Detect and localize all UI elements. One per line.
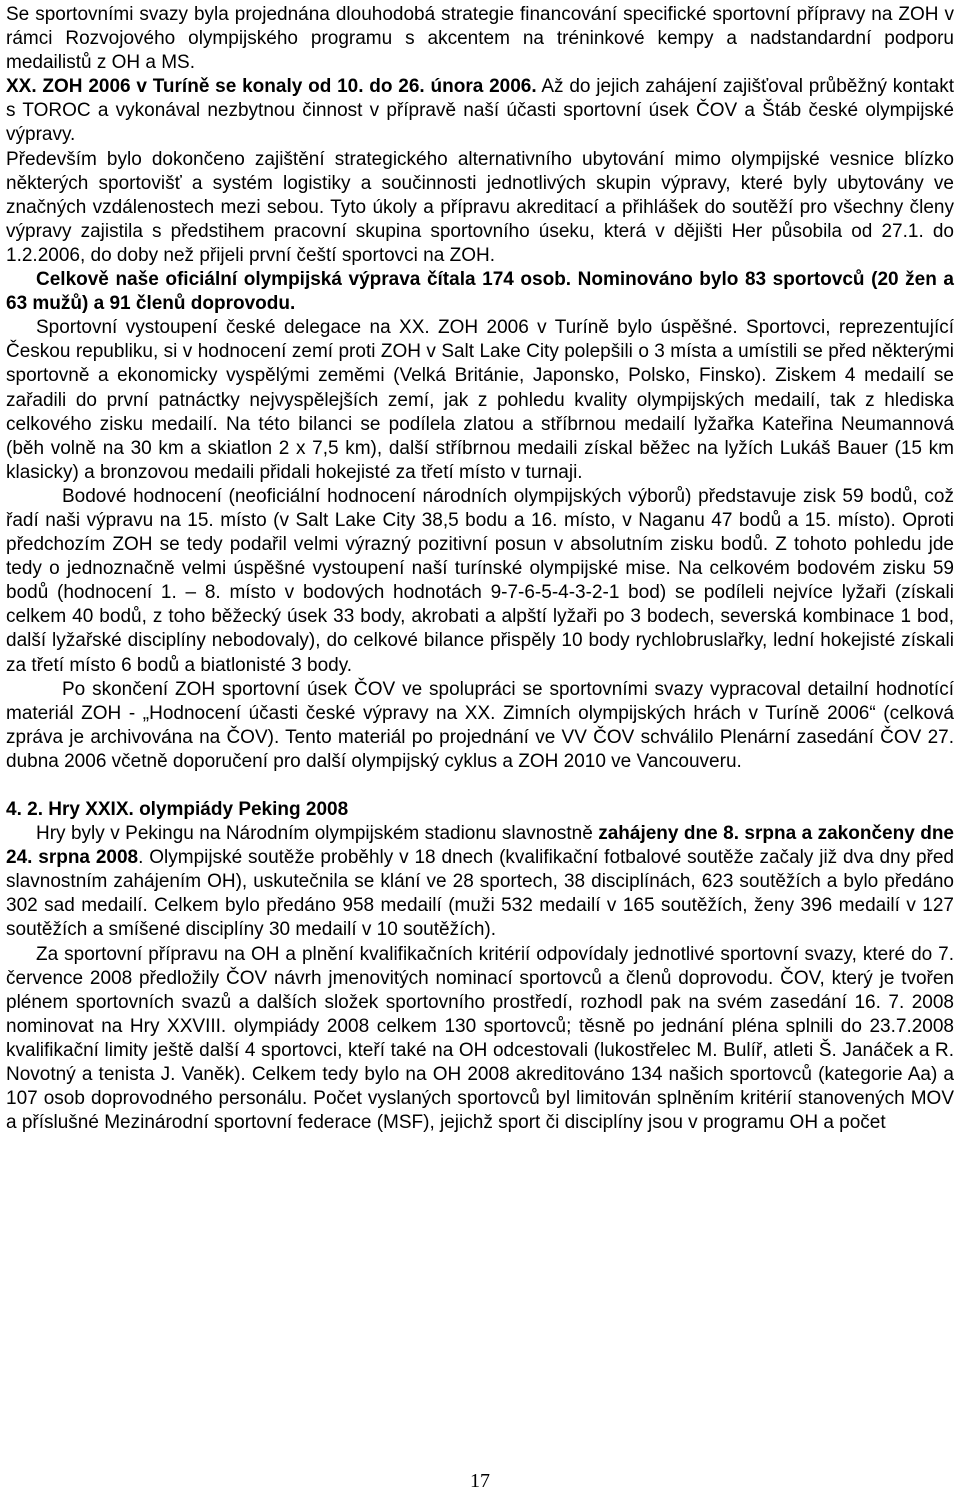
delegation-size-bold: Celkově naše oficiální olympijská výprava čítala 174 osob. Nominováno bylo 83 sportovců (20 žen a 63 mužů) a 91 členů doprovodu.: [6, 269, 954, 315]
paragraph-points: Bodové hodnocení (neoficiální hodnocení národních olympijských výborů) představuje zisk 59 bodů, což řadí naši výpravu na 15. místo (v Salt Lake City 38,5 bodu a 16. místo, v Naganu 47 bodů a 15. místo). Oproti předchozím ZOH se tedy podařil velmi výrazný pozitivní posun v absolutním zisku bodů. Z tohoto pohledu jde tedy o jednoznačně velmi úspěšné vystoupení naší turínské olympijské mise. Na celkovém bodovém zisku 59 bodů (hodnocení 1. – 8. místo v bodových hodnotách 9-7-6-5-4-3-2-1 bod) se podíleli nejvíce lyžaři (získali celkem 40 bodů, z toho běžecký úsek 33 body, akrobati a alpští lyžaři po 3 bodech, severská kombinace 1 bod, další lyžařské disciplíny nebodovaly), do celkové bilance přispěly 10 body rychlobruslařky, lední hokejisté získali za třetí místo 6 bodů a biatlonisté 3 body.: [6, 485, 954, 676]
page-number: 17: [470, 1470, 490, 1492]
paragraph-logistics: Především bylo dokončeno zajištění strategického alternativního ubytování mimo olympijské vesnice blízko některých sportovišť a systém logistiky a součinnosti jednotlivých skupin výpravy, které byly ubytovány ve značných vzdálenostech mezi sebou. Tyto úkoly a přípravu akreditací a přihlášek do soutěží pro všechny členy výpravy zajistila s předstihem pracovní skupina sportovního úseku, která v dějišti Her působila od 27.1. do 1.2.2006, do doby než přijeli první čeští sportovci na ZOH.: [6, 148, 954, 266]
paragraph-results: Sportovní vystoupení české delegace na XX. ZOH 2006 v Turíně bylo úspěšné. Sportovci, reprezentující Českou republiku, si v hodnocení zemí proti ZOH v Salt Lake City polepšili o 3 místa a umístili se před některými sportovně a ekonomicky vyspělými zeměmi (Velká Británie, Japonsko, Polsko, Finsko). Ziskem 4 medailí se zařadili do první patnáctky nejvyspělejších zemí, jak z pohledu kvality olympijských medailí, tak z hlediska celkového zisku medailí. Na této bilanci se podílela zlatou a stříbrnou medailí lyžařka Kateřina Neumannová (běh volně na 30 km a skiatlon 2 x 7,5 km), další stříbrnou medaili získal běžec na lyžích Lukáš Bauer (15 km klasicky) a bronzovou medaili přidali hokejisté za třetí místo v turnaji.: [6, 317, 954, 483]
paragraph-delegation-size: [6, 268, 954, 316]
zoh-dates-rest: Až do jejich zahájení zajišťoval průběžný kontakt s TOROC a vykonával nezbytnou činnost v přípravě naší účasti sportovní úsek ČOV a Štáb české olympijské výpravy.: [6, 76, 954, 146]
paragraph-evaluation: Po skončení ZOH sportovní úsek ČOV ve spolupráci se sportovními svazy vypracoval detailní hodnotící materiál ZOH - „Hodnocení účasti české výpravy na XX. Zimních olympijských hrách v Turíně 2006“ (celková zpráva je archivována na ČOV). Tento materiál po projednání ve VV ČOV schválilo Plenární zasedání ČOV 27. dubna 2006 včetně doporučení pro další olympijský cyklus a ZOH 2010 ve Vancouveru.: [6, 678, 954, 772]
beijing-dates-b: . Olympijské soutěže proběhly v 18 dnech (kvalifikační fotbalové soutěže začaly již dva dny před slavnostním zahájením OH), uskutečnila se klání ve 28 sportech, 38 disciplínách, 623 soutěžích a bylo předáno 302 sad medailí. Celkem bylo předáno 958 medailí (muži 532 medailí v 165 soutěžích, ženy 396 medailí v 127 soutěžích a smíšené disciplíny 30 medailí v 10 soutěžích).: [6, 847, 954, 941]
section-heading: [6, 798, 954, 822]
beijing-dates-a: Hry byly v Pekingu na Národním olympijském stadionu slavnostně: [36, 823, 599, 845]
paragraph-nominations: Za sportovní přípravu na OH a plnění kvalifikačních kritérií odpovídaly jednotlivé sportovní svazy, které do 7. července 2008 předložily ČOV návrh jmenovitých nominací sportovců a členů doprovodu. ČOV, který je tvořen plénem sportovních svazů a dalších složek sportovního prostředí, rozhodl pak na svém zasedání 16. 7. 2008 nominovat na Hry XXVIII. olympiády 2008 celkem 130 sportovců; těsně po jednání pléna splnili do 23.7.2008 kvalifikační limity ještě další 4 sportovci, kteří také na OH odcestovali (lukostřelec M. Bulíř, atleti Š. Janáček a R. Novotný a tenista J. Vaněk). Celkem tedy bylo na OH 2008 akreditováno 134 našich sportovců (kategorie Aa) a 107 osob doprovodného personálu. Počet vyslaných sportovců byl limitován splněním kritérií stanovených MOV a příslušné Mezinárodní sportovní federace (MSF), jejichž sport či disciplíny jsou v programu OH a počet: [6, 943, 954, 1134]
section-heading-text: 4. 2. Hry XXIX. olympiády Peking 2008: [6, 799, 349, 820]
paragraph-zoh-dates: [6, 75, 954, 147]
paragraph-strategy: Se sportovními svazy byla projednána dlouhodobá strategie financování specifické sportovní přípravy na ZOH v rámci Rozvojového olympijského programu s akcentem na tréninkové kempy a nadstandardní podporu medailistů z OH a MS.: [6, 4, 954, 74]
paragraph-beijing-dates: [6, 822, 954, 942]
zoh-dates-bold: XX. ZOH 2006 v Turíně se konaly od 10. do 26. února 2006.: [6, 76, 537, 98]
beijing-dates-bold: zahájeny dne 8. srpna a zakončeny dne 24. srpna 2008: [6, 823, 954, 869]
section-gap: [6, 774, 954, 798]
